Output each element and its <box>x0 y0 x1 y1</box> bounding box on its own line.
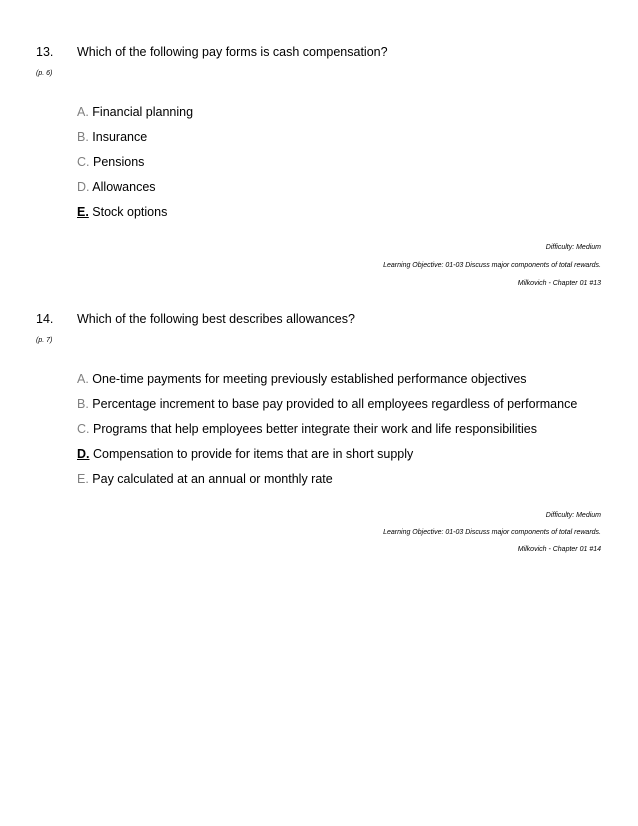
source-label: Milkovich - Chapter 01 #13 <box>517 280 601 287</box>
difficulty-label: Difficulty: Medium <box>545 512 601 519</box>
answer-letter: C. <box>77 155 90 169</box>
answer-letter: B. <box>77 130 89 144</box>
answer-option-b <box>77 397 577 422</box>
question-text: Which of the following pay forms is cash compensation? <box>77 45 388 59</box>
answer-letter: C. <box>77 422 90 436</box>
answer-option-d <box>77 180 193 205</box>
answer-text: Compensation to provide for items that are in short supply <box>92 447 414 461</box>
answer-letter: A. <box>77 372 89 386</box>
source-label: Milkovich - Chapter 01 #14 <box>517 546 601 553</box>
answer-text: Pensions <box>92 155 145 169</box>
answer-option-a <box>77 105 193 130</box>
answer-option-a <box>77 372 577 397</box>
answer-letter: D. <box>77 447 90 461</box>
answer-text: Allowances <box>92 180 156 194</box>
answer-option-c <box>77 422 577 447</box>
answer-text: Stock options <box>92 205 168 219</box>
answer-letter: E. <box>77 205 89 219</box>
answer-text: Pay calculated at an annual or monthly rate <box>92 472 333 486</box>
answer-letter: B. <box>77 397 89 411</box>
answer-option-c <box>77 155 193 180</box>
page-reference: (p. 7) <box>36 337 53 344</box>
learning-objective-label: Learning Objective: 01-03 Discuss major components of total rewards. <box>383 262 601 269</box>
difficulty-label: Difficulty: Medium <box>545 244 601 251</box>
answer-letter: A. <box>77 105 89 119</box>
question-text: Which of the following best describes allowances? <box>77 312 355 326</box>
answer-letter: D. <box>77 180 90 194</box>
answer-text: Insurance <box>92 130 148 144</box>
answer-option-e <box>77 472 577 497</box>
question-number: 13. <box>36 45 54 59</box>
answer-option-d-correct <box>77 447 577 472</box>
answer-option-e-correct <box>77 205 193 230</box>
answer-option-b <box>77 130 193 155</box>
answer-text: One-time payments for meeting previously established performance objectives <box>92 372 527 386</box>
answer-text: Programs that help employees better integrate their work and life responsibilities <box>92 422 537 436</box>
answer-letter: E. <box>77 472 89 486</box>
answer-list <box>77 105 193 230</box>
page-reference: (p. 6) <box>36 70 53 77</box>
question-number: 14. <box>36 312 54 326</box>
learning-objective-label: Learning Objective: 01-03 Discuss major components of total rewards. <box>383 529 601 536</box>
answer-text: Percentage increment to base pay provided to all employees regardless of performance <box>92 397 578 411</box>
answer-list <box>77 372 577 497</box>
answer-text: Financial planning <box>92 105 194 119</box>
